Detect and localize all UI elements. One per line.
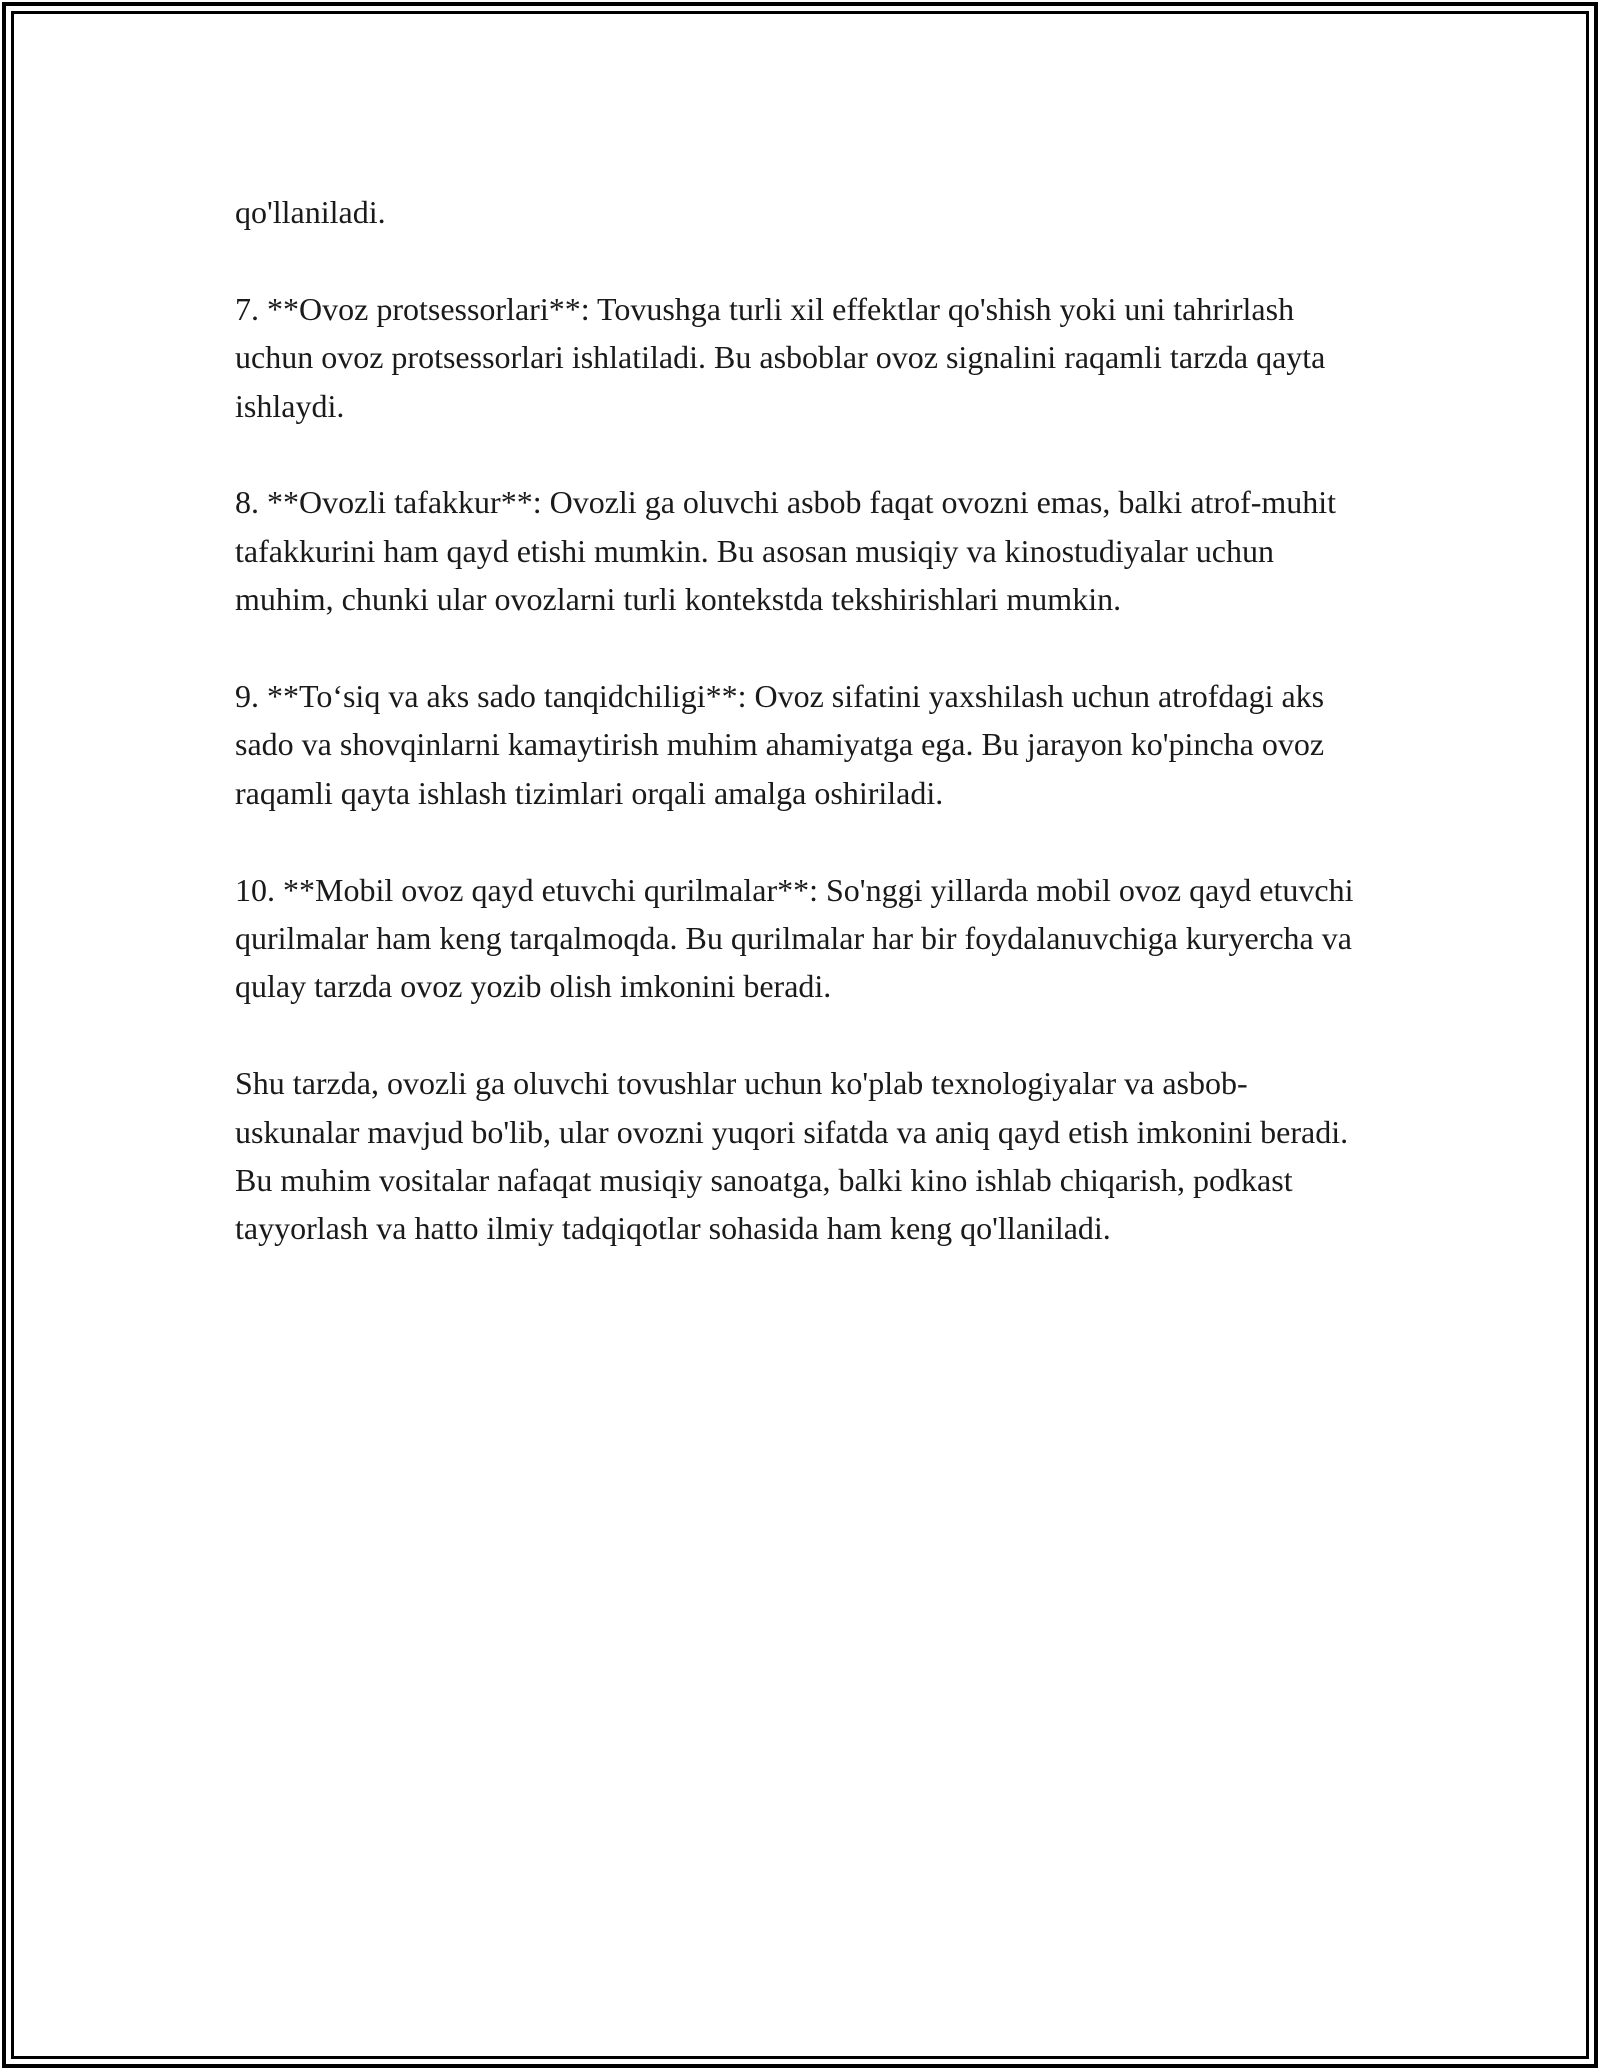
paragraph-continuation: qo'llaniladi. bbox=[235, 194, 386, 230]
paragraph-item-9: 9. **To‘siq va aks sado tanqidchiligi**: Ovoz sifatini yaxshilash uchun atrofdagi aks sado va shovqinlarni kamaytirish muhim ahamiyatga ega. Bu jarayon ko'pincha ovoz raqamli qayta ishlash tizimlari orqali amalga oshiriladi. bbox=[235, 678, 1325, 811]
paragraph-item-8: 8. **Ovozli tafakkur**: Ovozli ga oluvchi asbob faqat ovozni emas, balki atrof-muhit tafakkurini ham qayd etishi mumkin. Bu asosan musiqiy va kinostudiyalar uchun muhim, chunki ular ovozlarni turli kontekstda tekshirishlari mumkin. bbox=[235, 484, 1337, 618]
paragraph-conclusion: Shu tarzda, ovozli ga oluvchi tovushlar uchun ko'plab texnologiyalar va asbob-uskunalar mavjud bo'lib, ular ovozni yuqori sifatda va aniq qayd etish imkonini beradi. Bu muhim vositalar nafaqat musiqiy sanoatga, balki kino ishlab chiqarish, podkast tayyorlash va hatto ilmiy tadqiqotlar sohasida ham keng qo'llaniladi. bbox=[235, 1065, 1349, 1247]
paragraph-item-7: 7. **Ovoz protsessorlari**: Tovushga turli xil effektlar qo'shish yoki uni tahrirlash uchun ovoz protsessorlari ishlatiladi. Bu asboblar ovoz signalini raqamli tarzda qayta ishlaydi. bbox=[235, 290, 1326, 424]
paragraph-item-10: 10. **Mobil ovoz qayd etuvchi qurilmalar**: So'nggi yillarda mobil ovoz qayd etuvchi qurilmalar ham keng tarqalmoqda. Bu qurilmalar har bir foydalanuvchiga kuryercha va qulay tarzda ovoz yozib olish imkonini beradi. bbox=[235, 871, 1354, 1005]
document-body bbox=[235, 188, 1365, 1253]
